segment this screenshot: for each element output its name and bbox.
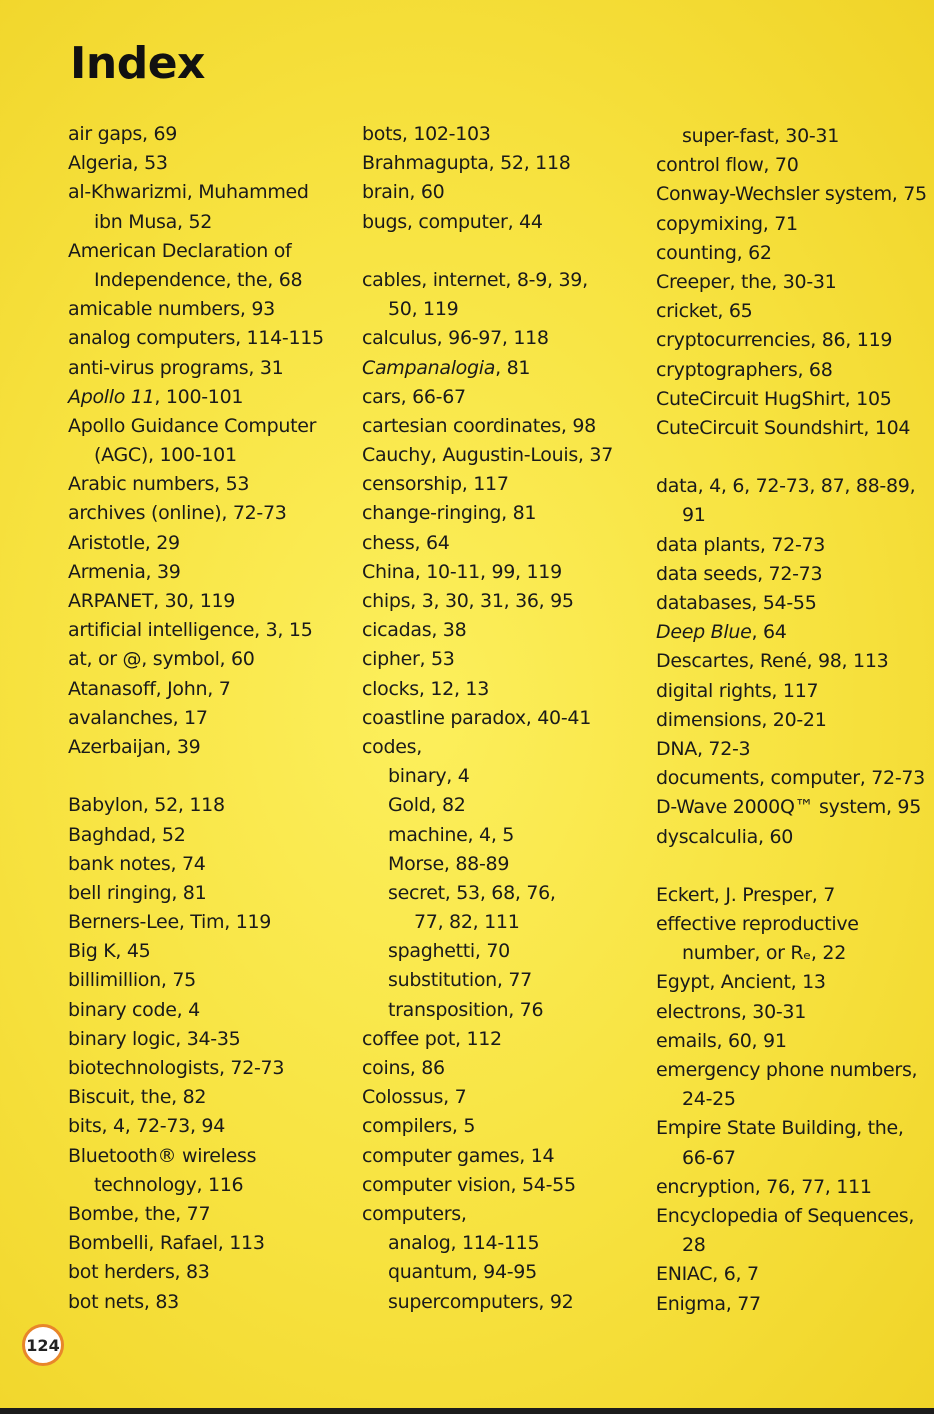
index-entry: Azerbaijan, 39 xyxy=(68,735,201,758)
index-entry: coastline paradox, 40-41 xyxy=(362,706,591,729)
index-entry-pages: , 81 xyxy=(495,356,531,379)
index-entry: cryptographers, 68 xyxy=(656,358,833,381)
index-entry xyxy=(68,383,348,412)
index-entry: bits, 4, 72-73, 94 xyxy=(68,1115,226,1138)
index-entry: archives (online), 72-73 xyxy=(68,502,287,525)
index-subentry: 24-25 xyxy=(682,1088,736,1111)
index-entry: billimillion, 75 xyxy=(68,969,196,992)
index-subentry: 77, 82, 111 xyxy=(414,911,520,934)
index-entry: counting, 62 xyxy=(656,241,772,264)
index-entry: dyscalculia, 60 xyxy=(656,825,794,848)
index-entry: electrons, 30-31 xyxy=(656,1000,807,1023)
index-entry: DNA, 72-3 xyxy=(656,737,751,760)
index-entry: control flow, 70 xyxy=(656,154,799,177)
index-entry: bots, 102-103 xyxy=(362,123,491,145)
index-subentry: binary, 4 xyxy=(388,765,470,788)
index-entry: coins, 86 xyxy=(362,1057,445,1079)
page-number-badge xyxy=(22,1324,64,1366)
index-entry: change-ringing, 81 xyxy=(362,502,537,525)
index-entry: Armenia, 39 xyxy=(68,560,181,583)
index-entry xyxy=(656,618,934,647)
index-entry: D-Wave 2000Q™ system, 95 xyxy=(656,796,921,819)
index-entry: al-Khwarizmi, Muhammed xyxy=(68,181,309,204)
index-entry: cipher, 53 xyxy=(362,648,455,671)
index-entry: cartesian coordinates, 98 xyxy=(362,414,596,437)
index-entry: Enigma, 77 xyxy=(656,1292,761,1315)
index-entry: chess, 64 xyxy=(362,531,450,554)
index-entry: bugs, computer, 44 xyxy=(362,210,543,233)
index-entry: Egypt, Ancient, 13 xyxy=(656,971,826,994)
index-section-gap xyxy=(68,762,348,791)
index-entry: Apollo Guidance Computer xyxy=(68,414,317,437)
index-entry: anti-virus programs, 31 xyxy=(68,356,284,379)
index-subentry: quantum, 94-95 xyxy=(388,1261,537,1284)
index-entry: American Declaration of xyxy=(68,239,292,262)
index-entry: calculus, 96-97, 118 xyxy=(362,327,549,350)
index-entry: bell ringing, 81 xyxy=(68,881,207,904)
index-entry: censorship, 117 xyxy=(362,473,509,496)
index-entry-title: Apollo 11 xyxy=(68,385,155,408)
index-entry-pages: , 64 xyxy=(751,621,787,644)
index-entry: dimensions, 20-21 xyxy=(656,708,827,731)
index-entry: bot herders, 83 xyxy=(68,1261,210,1284)
index-entry: biotechnologists, 72-73 xyxy=(68,1057,285,1079)
index-subentry: Morse, 88-89 xyxy=(388,852,510,875)
index-entry: Atanasoff, John, 7 xyxy=(68,677,231,700)
index-entry: ENIAC, 6, 7 xyxy=(656,1263,759,1286)
index-column-2 xyxy=(362,120,642,1317)
index-entry: Eckert, J. Presper, 7 xyxy=(656,883,836,906)
index-entry-title: Deep Blue xyxy=(656,621,752,644)
index-entry: Bluetooth® wireless xyxy=(68,1144,257,1167)
index-entry: Aristotle, 29 xyxy=(68,531,180,554)
index-entry: air gaps, 69 xyxy=(68,123,178,145)
index-entry: cryptocurrencies, 86, 119 xyxy=(656,329,893,352)
index-subentry: number, or Rₑ, 22 xyxy=(682,942,846,965)
index-entry: effective reproductive xyxy=(656,913,859,936)
index-entry: emergency phone numbers, xyxy=(656,1059,918,1081)
index-entry: bank notes, 74 xyxy=(68,852,206,875)
index-entry: computer vision, 54-55 xyxy=(362,1173,576,1196)
index-entry: ARPANET, 30, 119 xyxy=(68,590,236,612)
index-subentry: technology, 116 xyxy=(94,1173,244,1196)
index-subentry: Gold, 82 xyxy=(388,794,466,817)
index-entry: data plants, 72-73 xyxy=(656,533,826,556)
index-entry: codes, xyxy=(362,735,422,758)
index-subentry: Independence, the, 68 xyxy=(94,268,303,291)
index-entry: data, 4, 6, 72-73, 87, 88-89, xyxy=(656,475,916,498)
index-column-1 xyxy=(68,120,348,1317)
index-entry: cricket, 65 xyxy=(656,300,753,323)
index-entry: coffee pot, 112 xyxy=(362,1027,502,1050)
index-entry: brain, 60 xyxy=(362,181,445,204)
index-entry: Baghdad, 52 xyxy=(68,823,186,846)
index-subentry: (AGC), 100-101 xyxy=(94,444,237,467)
index-subentry: substitution, 77 xyxy=(388,969,532,992)
index-entry: Conway-Wechsler system, 75 xyxy=(656,183,927,206)
index-entry: analog computers, 114-115 xyxy=(68,327,324,350)
index-entry: Descartes, René, 98, 113 xyxy=(656,650,889,673)
index-entry: documents, computer, 72-73 xyxy=(656,767,925,790)
index-entry: bot nets, 83 xyxy=(68,1290,179,1313)
index-subentry: 91 xyxy=(682,504,706,527)
index-subentry: transposition, 76 xyxy=(388,998,544,1021)
index-subentry: analog, 114-115 xyxy=(388,1232,540,1255)
index-subentry: 66-67 xyxy=(682,1146,736,1169)
index-section-gap xyxy=(362,237,642,266)
index-entry: compilers, 5 xyxy=(362,1115,476,1138)
index-entry: Bombelli, Rafael, 113 xyxy=(68,1232,265,1255)
index-entry: CuteCircuit HugShirt, 105 xyxy=(656,387,892,410)
index-subentry: secret, 53, 68, 76, xyxy=(388,881,556,904)
page-title: Index xyxy=(70,38,205,89)
index-section-gap xyxy=(656,852,934,881)
index-section-gap xyxy=(656,443,934,472)
index-entry: data seeds, 72-73 xyxy=(656,562,823,585)
index-entry: Creeper, the, 30-31 xyxy=(656,270,837,293)
index-entry: Big K, 45 xyxy=(68,940,151,963)
index-entry: binary logic, 34-35 xyxy=(68,1027,241,1050)
index-entry: chips, 3, 30, 31, 36, 95 xyxy=(362,590,574,612)
index-entry: Berners-Lee, Tim, 119 xyxy=(68,911,272,934)
index-entry: Bombe, the, 77 xyxy=(68,1202,211,1225)
index-subentry: ibn Musa, 52 xyxy=(94,210,213,233)
index-entry: Cauchy, Augustin-Louis, 37 xyxy=(362,444,613,467)
index-subentry: 50, 119 xyxy=(388,298,459,321)
page-number: 124 xyxy=(26,1335,60,1355)
index-subentry: machine, 4, 5 xyxy=(388,823,515,846)
index-entry-title: Campanalogia xyxy=(362,356,496,379)
index-column-3 xyxy=(656,122,934,1319)
index-entry: clocks, 12, 13 xyxy=(362,677,490,700)
index-entry-pages: , 100-101 xyxy=(154,385,244,408)
index-entry: CuteCircuit Soundshirt, 104 xyxy=(656,416,911,439)
index-entry: cars, 66-67 xyxy=(362,385,466,408)
index-entry: cables, internet, 8-9, 39, xyxy=(362,268,588,291)
index-entry: Algeria, 53 xyxy=(68,152,168,175)
index-entry: computer games, 14 xyxy=(362,1144,555,1167)
index-entry: cicadas, 38 xyxy=(362,619,467,642)
page-bottom-edge xyxy=(0,1408,934,1414)
index-entry: Arabic numbers, 53 xyxy=(68,473,250,496)
index-subentry: supercomputers, 92 xyxy=(388,1290,574,1313)
index-entry xyxy=(362,354,642,383)
index-entry: copymixing, 71 xyxy=(656,212,798,235)
index-entry: artificial intelligence, 3, 15 xyxy=(68,619,313,642)
index-entry: amicable numbers, 93 xyxy=(68,298,275,321)
index-entry: Brahmagupta, 52, 118 xyxy=(362,152,571,175)
index-subentry: super-fast, 30-31 xyxy=(682,125,840,147)
index-entry: digital rights, 117 xyxy=(656,679,819,702)
index-entry: emails, 60, 91 xyxy=(656,1029,787,1052)
index-entry: Empire State Building, the, xyxy=(656,1117,904,1140)
index-entry: Colossus, 7 xyxy=(362,1086,467,1109)
index-entry: Encyclopedia of Sequences, xyxy=(656,1204,915,1227)
index-entry: China, 10-11, 99, 119 xyxy=(362,560,562,583)
index-subentry: 28 xyxy=(682,1234,706,1257)
index-subentry: spaghetti, 70 xyxy=(388,940,510,963)
index-entry: databases, 54-55 xyxy=(656,592,817,614)
index-entry: binary code, 4 xyxy=(68,998,200,1021)
index-entry: Biscuit, the, 82 xyxy=(68,1086,207,1109)
index-entry: Babylon, 52, 118 xyxy=(68,794,225,817)
index-entry: computers, xyxy=(362,1202,467,1225)
index-entry: avalanches, 17 xyxy=(68,706,208,729)
index-entry: at, or @, symbol, 60 xyxy=(68,648,255,671)
index-entry: encryption, 76, 77, 111 xyxy=(656,1175,872,1198)
